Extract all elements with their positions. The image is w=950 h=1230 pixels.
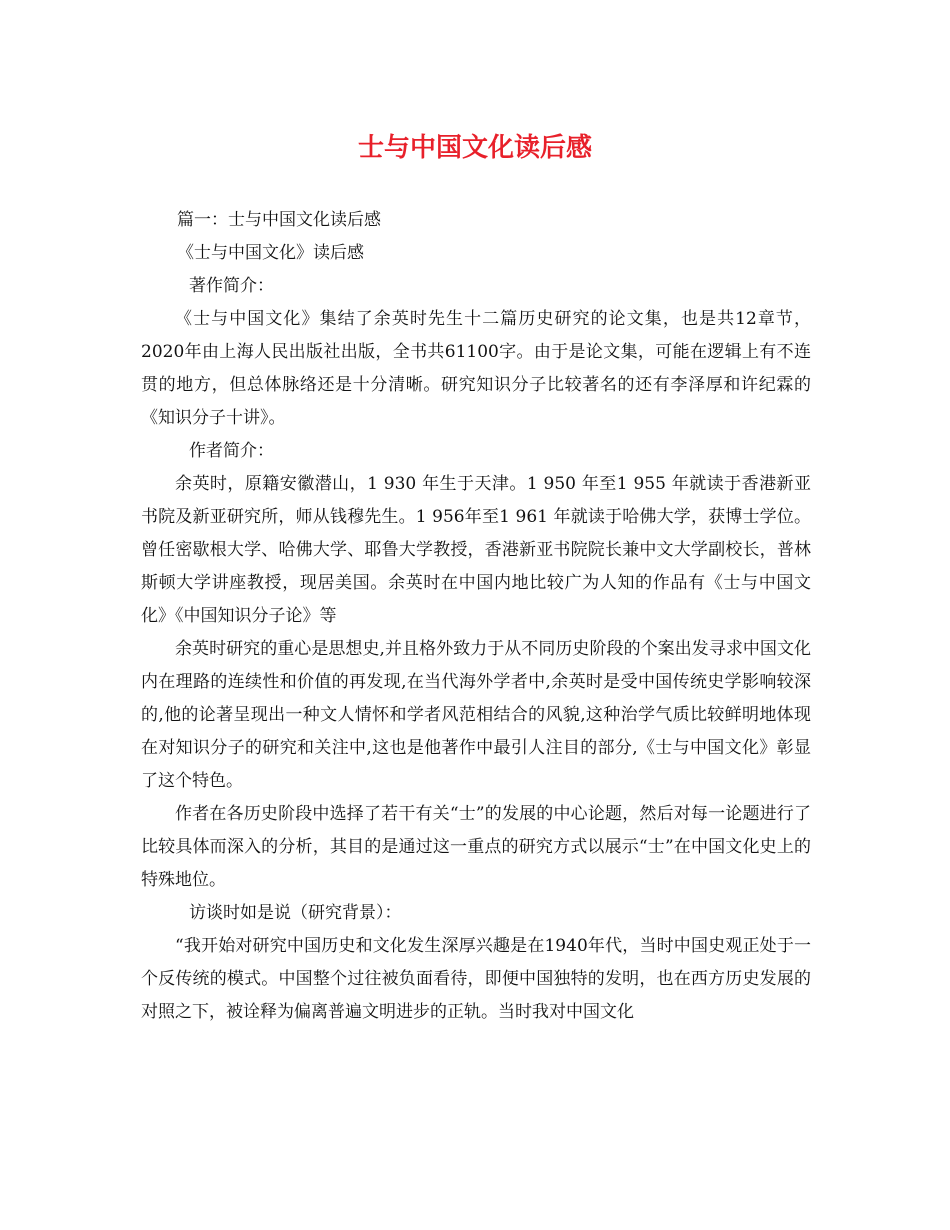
- para-author-intro: 余英时，原籍安徽潜山，1 930 年生于天津。1 950 年至1 955 年就读于香港新亚书院及新亚研究所，师从钱穆先生。1 956年至1 961 年就读于哈佛大学，获博士学位。曾任密歇根大学、哈佛大学、耶鲁大学教授，香港新亚书院院长兼中文大学副校长，普林斯顿大学讲座教授，现居美国。余英时在中国内地比较广为人知的作品有《士与中国文化》《中国知识分子论》等: [141, 474, 811, 626]
- chapter-heading: 篇一：士与中国文化读后感: [177, 210, 381, 230]
- document-title: 士与中国文化读后感: [357, 133, 592, 163]
- para-interview: “我开始对研究中国历史和文化发生深厚兴趣是在1940年代，当时中国史观正处于一个反传统的模式。中国整个过往被负面看待，即便中国独特的发明，也在西方历史发展的对照之下，被诠释为偏离普遍文明进步的正轨。当时我对中国文化: [141, 936, 811, 1022]
- document-body: [141, 204, 811, 1029]
- para-central-topics: 作者在各历史阶段中选择了若干有关“士”的发展的中心论题，然后对每一论题进行了比较具体而深入的分析，其目的是通过这一重点的研究方式以展示“士”在中国文化史上的特殊地位。: [141, 804, 811, 890]
- subtitle: 《士与中国文化》读后感: [177, 243, 364, 263]
- para-work-intro: 《士与中国文化》集结了余英时先生十二篇历史研究的论文集，也是共12章节，2020年由上海人民出版社出版，全书共61100字。由于是论文集，可能在逻辑上有不连贯的地方，但总体脉络还是十分清晰。研究知识分子比较著名的还有李泽厚和许纪霖的《知识分子十讲》。: [141, 309, 811, 428]
- section-work-intro: 著作简介：: [189, 276, 274, 296]
- section-interview: 访谈时如是说（研究背景）：: [189, 903, 402, 923]
- section-author-intro: 作者简介：: [189, 441, 274, 461]
- para-research-focus: 余英时研究的重心是思想史,并且格外致力于从不同历史阶段的个案出发寻求中国文化内在理路的连续性和价值的再发现,在当代海外学者中,余英时是受中国传统史学影响较深的,他的论著呈现出一种文人情怀和学者风范相结合的风貌,这种治学气质比较鲜明地体现在对知识分子的研究和关注中,这也是他著作中最引人注目的部分,《士与中国文化》彰显了这个特色。: [141, 639, 811, 791]
